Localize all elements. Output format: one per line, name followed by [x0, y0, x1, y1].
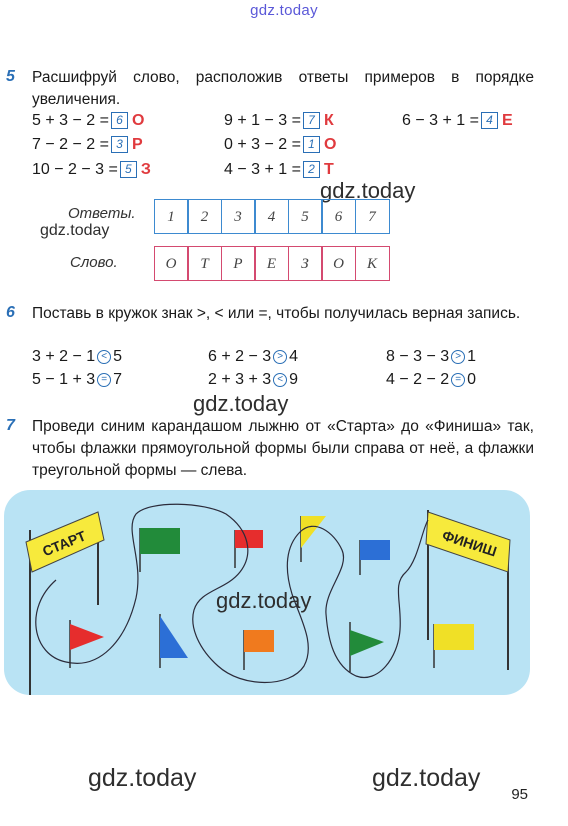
answers-table [155, 199, 390, 234]
site-header[interactable]: gdz.today [250, 2, 318, 19]
start-label: СТАРТ [40, 527, 89, 560]
finish-label: ФИНИШ [440, 526, 499, 560]
example-expr: 7 − 2 − 2 = [32, 136, 109, 153]
task7-text: Проведи синим карандашом лыжню от «Старта» до «Финиша» так, чтобы флажки прямоугольной формы были справа от неё, а флажки треугольной формы — слева. [32, 418, 534, 479]
example-expr: 9 + 1 − 3 = [224, 112, 301, 129]
answer-letter: З [140, 161, 151, 178]
task6-text: Поставь в кружок знак >, < или =, чтобы получилась верная запись. [32, 305, 521, 322]
word-cell[interactable]: Е [254, 246, 289, 281]
answers-cell: 7 [355, 199, 390, 234]
answer-box[interactable]: 2 [303, 161, 320, 178]
answer-box[interactable]: 1 [303, 136, 320, 153]
comparison-right: 9 [289, 371, 299, 388]
watermark: gdz.today [320, 178, 416, 203]
watermark: gdz.today [216, 588, 312, 613]
task5-example-7 [402, 112, 513, 130]
example-expr: 0 + 3 − 2 = [224, 136, 301, 153]
task5-example-1 [32, 112, 144, 130]
flag-triangle-yellow [301, 516, 326, 548]
comparison-sign[interactable]: = [451, 373, 465, 387]
flag-rect-green [140, 528, 180, 554]
answer-letter: Е [501, 112, 513, 129]
task5-example-3 [32, 161, 151, 179]
answers-cell: 2 [187, 199, 222, 234]
example-expr: 5 + 3 − 2 = [32, 112, 109, 129]
task5-number: 5 [6, 68, 15, 85]
answers-label: Ответы. [68, 205, 136, 222]
page-number: 95 [511, 786, 528, 803]
task5-example-4 [224, 112, 334, 130]
task6-number: 6 [6, 304, 15, 321]
comparison-right: 7 [113, 371, 123, 388]
flag-rect-orange [244, 630, 274, 652]
comparison-left: 8 − 3 − 3 [386, 348, 450, 365]
flag-rect-yellow [434, 624, 474, 650]
comparison-sign[interactable]: > [451, 350, 465, 364]
task6-item-1 [32, 348, 122, 366]
flag-triangle-green [350, 630, 384, 656]
watermark: gdz.today [193, 391, 289, 416]
answer-box[interactable]: 6 [111, 112, 128, 129]
comparison-left: 4 − 2 − 2 [386, 371, 450, 388]
ski-track-picture [4, 490, 530, 695]
task6-item-6 [386, 371, 476, 389]
task5-example-2 [32, 136, 143, 154]
word-cell[interactable]: О [154, 246, 189, 281]
comparison-sign[interactable]: < [273, 373, 287, 387]
comparison-sign[interactable]: > [273, 350, 287, 364]
word-label: Слово. [70, 254, 118, 271]
answers-cell: 4 [254, 199, 289, 234]
comparison-sign[interactable]: = [97, 373, 111, 387]
answer-box[interactable]: 7 [303, 112, 320, 129]
word-cell[interactable]: З [288, 246, 323, 281]
task5-text: Расшифруй слово, расположив ответы примеров в порядке увеличения. [32, 69, 534, 108]
watermark: gdz.today [88, 764, 197, 792]
flag-triangle-red [70, 624, 104, 650]
task5-example-6 [224, 161, 334, 179]
watermark: gdz.today [372, 764, 481, 792]
comparison-sign[interactable]: < [97, 350, 111, 364]
comparison-right: 5 [113, 348, 123, 365]
task7-number: 7 [6, 417, 15, 434]
answer-box[interactable]: 3 [111, 136, 128, 153]
word-table [155, 246, 390, 281]
task6-item-5 [386, 348, 476, 366]
word-cell[interactable]: О [321, 246, 356, 281]
flag-rect-red [235, 530, 263, 548]
comparison-right: 0 [467, 371, 477, 388]
task6-item-2 [32, 371, 122, 389]
flag-triangle-blue [160, 616, 188, 658]
answer-box[interactable]: 4 [481, 112, 498, 129]
comparison-left: 3 + 2 − 1 [32, 348, 96, 365]
answer-letter: О [131, 112, 145, 129]
word-cell[interactable]: К [355, 246, 390, 281]
example-expr: 10 − 2 − 3 = [32, 161, 118, 178]
word-cell[interactable]: Р [221, 246, 256, 281]
watermark: gdz.today [40, 222, 110, 239]
task6-item-4 [208, 371, 298, 389]
flag-rect-blue [360, 540, 390, 560]
answer-letter: Т [323, 161, 334, 178]
comparison-right: 1 [467, 348, 477, 365]
word-cell[interactable]: Т [187, 246, 222, 281]
comparison-left: 2 + 3 + 3 [208, 371, 272, 388]
answer-letter: Р [131, 136, 143, 153]
answers-cell: 1 [154, 199, 189, 234]
answers-cell: 6 [321, 199, 356, 234]
answer-letter: К [323, 112, 334, 129]
comparison-left: 5 − 1 + 3 [32, 371, 96, 388]
comparison-right: 4 [289, 348, 299, 365]
task6-item-3 [208, 348, 298, 366]
task5-example-5 [224, 136, 336, 154]
example-expr: 4 − 3 + 1 = [224, 161, 301, 178]
answers-cell: 5 [288, 199, 323, 234]
comparison-left: 6 + 2 − 3 [208, 348, 272, 365]
answer-box[interactable]: 5 [120, 161, 137, 178]
answers-cell: 3 [221, 199, 256, 234]
example-expr: 6 − 3 + 1 = [402, 112, 479, 129]
answer-letter: О [323, 136, 337, 153]
